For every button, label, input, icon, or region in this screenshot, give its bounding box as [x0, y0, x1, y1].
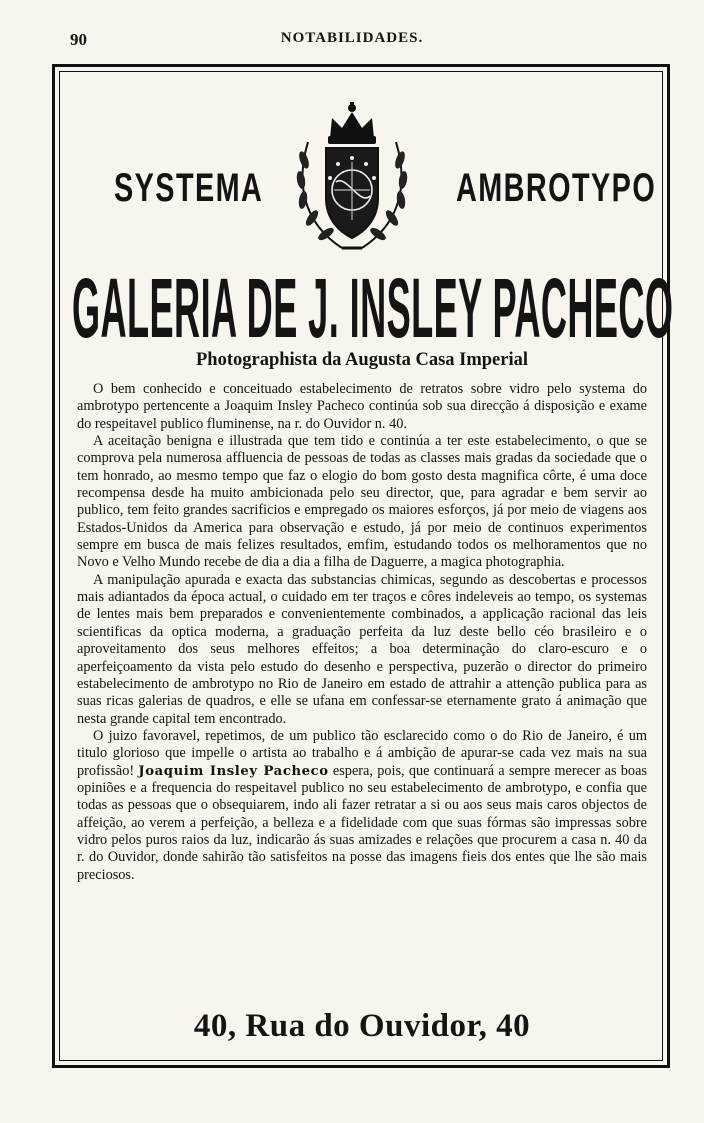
running-head — [0, 30, 704, 52]
system-word-left: SYSTEMA — [114, 166, 264, 210]
proprietor-name: Joaquim Insley Pacheco — [138, 763, 329, 779]
running-title: NOTABILIDADES. — [280, 30, 424, 46]
paragraph-1: O bem conhecido e conceituado estabelecimento de retratos sobre vidro pelo systema do ambrotypo pertencente a Joaquim Insley Pacheco continúa sob sua direcção á disposição e exame do respeitavel publico fluminense, na r. do Ouvidor n. 40. — [77, 381, 647, 432]
paragraph-4 — [77, 728, 647, 884]
address: 40, Rua do Ouvidor, 40 — [193, 1008, 531, 1044]
paragraph-4-end: espera, pois, que continuará a sempre merecer as boas opiniões e a frequencia do respeitavel publico no seu estabelecimento de ambrotypo, e confia que todas as pessoas que o obsequiarem, indo ali fazer retratar a si ou aos seus mais caros objectos de affeição, ao verem a perfeição, a belleza e a fidelidade com que suas fórmas são impressas sobre vidro pelos puros raios da luz, indicarão ás suas amizades e relações que procurem a casa n. 40 da r. do Ouvidor, donde sahirão tão satisfeitos na posse das imagens fieis dos entes que lhe são mais preciosos. — [77, 762, 647, 883]
paragraph-4-start: O juizo favoravel, repetimos, de um publico tão esclarecido como o do Rio de Janeiro, é um titulo glorioso que impelle o artista ao trabalho e á ambição de apurar-se cada vez mais na sua profissão! — [77, 727, 647, 779]
system-word-right: AMBROTYPO — [456, 166, 657, 210]
imperial-coat-of-arms-icon — [288, 102, 416, 254]
paragraph-2: A aceitação benigna e illustrada que tem tido e continúa a ter este estabelecimento, o que se comprova pela numerosa affluencia de pessoas de todas as classes mais gradas da sociedade que o tem honrado, ao mesmo tempo que faz o elogio do bom gosto desta magnifica côrte, é uma doce recompensa desde ha muito ambicionada pelo seu director, que, para agradar e bem servir ao publico, tem feito grandes sacrificios e empregado os maiores esforços, já por meio de viagens aos Estados-Unidos da America para observação e estudo, já por meio de continuos experimentos sempre em busca de mais felizes resultados, emfim, estudando todos os melhoramentos que no Novo e Velho Mundo recebe de dia a dia a filha de Daguerre, a magica photographia. — [77, 433, 647, 571]
paragraph-3: A manipulação apurada e exacta das substancias chimicas, segundo as descobertas e processos mais adiantados da época actual, o cuidado em ter traços e côres indeleveis ao tempo, os systemas de lentes mais bem preparados e convenientemente combinados, a applicação racional das leis scientificas da optica moderna, a graduação perfeita da luz deste bello céo brasileiro e o aproveitamento dos seus melhores effeitos; a boa determinação do claro-escuro e o aperfeiçoamento da vista pelo estudo do desenho e perspectiva, puzerão o director do primeiro estabelecimento de ambrotypo no Rio de Janeiro em estado de attrahir a attenção publica para as suas ricas galerias de quadros, e elle se ufana em confessar-se eternamente grato á animação que nesta grande capital tem encontrado. — [77, 571, 647, 727]
page-number: 90 — [70, 30, 87, 49]
subtitle: Photographista da Augusta Casa Imperial — [195, 350, 528, 370]
advert-body — [77, 381, 647, 884]
gallery-name: GALERIA DE J. INSLEY PACHECO — [72, 261, 674, 355]
